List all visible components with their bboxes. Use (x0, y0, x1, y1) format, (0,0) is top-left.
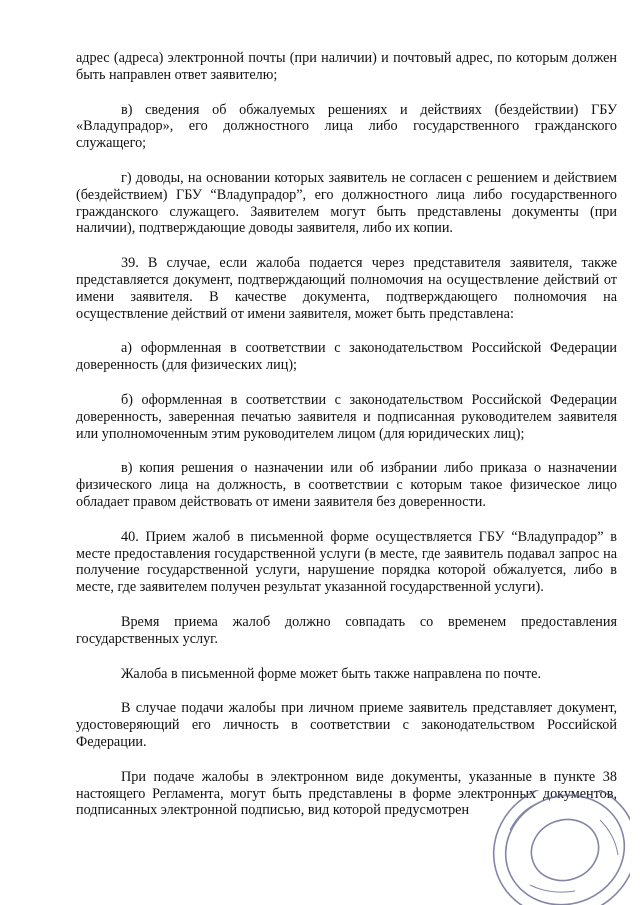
paragraph-personal-reception: В случае подачи жалобы при личном приеме заявитель представляет документ, удостоверяющий его личность в соответствии с законодательством Российской Федерации. (76, 700, 617, 750)
paragraph-by-mail: Жалоба в письменной форме может быть также направлена по почте. (121, 665, 542, 682)
paragraph-item-a-power-of-attorney: а) оформленная в соответствии с законодательством Российской Федерации доверенность (для физических лиц); (76, 340, 617, 374)
paragraph-40-written-complaints: 40. Прием жалоб в письменной форме осуществляется ГБУ “Владупрадор” в месте предоставления государственной услуги (в месте, где заявитель подавал запрос на получение государственной услуги, нарушение порядка которой обжалуется, либо в месте, где заявителем получен результат указанной государственной услуги). (76, 528, 617, 596)
paragraph-item-g-arguments: г) доводы, на основании которых заявитель не согласен с решением и действием (бездействием) ГБУ “Владупрадор”, его должностного лица либо государственного гражданского служащего. Заявителем могут быть представлены документы (при наличии), подтверждающие доводы заявителя, либо их копии. (76, 169, 617, 237)
paragraph-reception-time: Время приема жалоб должно совпадать со временем предоставления государственных услуг. (76, 613, 617, 647)
paragraph-electronic-submission: При подаче жалобы в электронном виде документы, указанные в пункте 38 настоящего Регламента, могут быть представлены в форме электронных документов, подписанных электронной подписью, вид которой предусмотрен (76, 768, 617, 819)
paragraph-contact-address: адрес (адреса) электронной почты (при наличии) и почтовый адрес, по которым должен быть направлен ответ заявителю; (76, 50, 617, 83)
paragraph-39-representative: 39. В случае, если жалоба подается через представителя заявителя, также представляется документ, подтверждающий полномочия на осуществление действий от имени заявителя. В качестве документа, подтверждающего полномочия на осуществление действий от имени заявителя, может быть представлена: (76, 255, 617, 322)
document-body (76, 50, 617, 837)
paragraph-item-v-appointment-copy: в) копия решения о назначении или об избрании либо приказа о назначении физического лица на должность, в соответствии с которым такое физическое лицо обладает правом действовать от имени заявителя без доверенности. (76, 460, 617, 510)
paragraph-item-b-certified-attorney: б) оформленная в соответствии с законодательством Российской Федерации доверенность, заверенная печатью заявителя и подписанная руководителем заявителя или уполномоченным этим руководителем лицом (для юридических лиц); (76, 391, 617, 442)
paragraph-item-v-decisions: в) сведения об обжалуемых решениях и действиях (бездействии) ГБУ «Владупрадор», его должностного лица либо государственного гражданского служащего; (76, 101, 617, 152)
